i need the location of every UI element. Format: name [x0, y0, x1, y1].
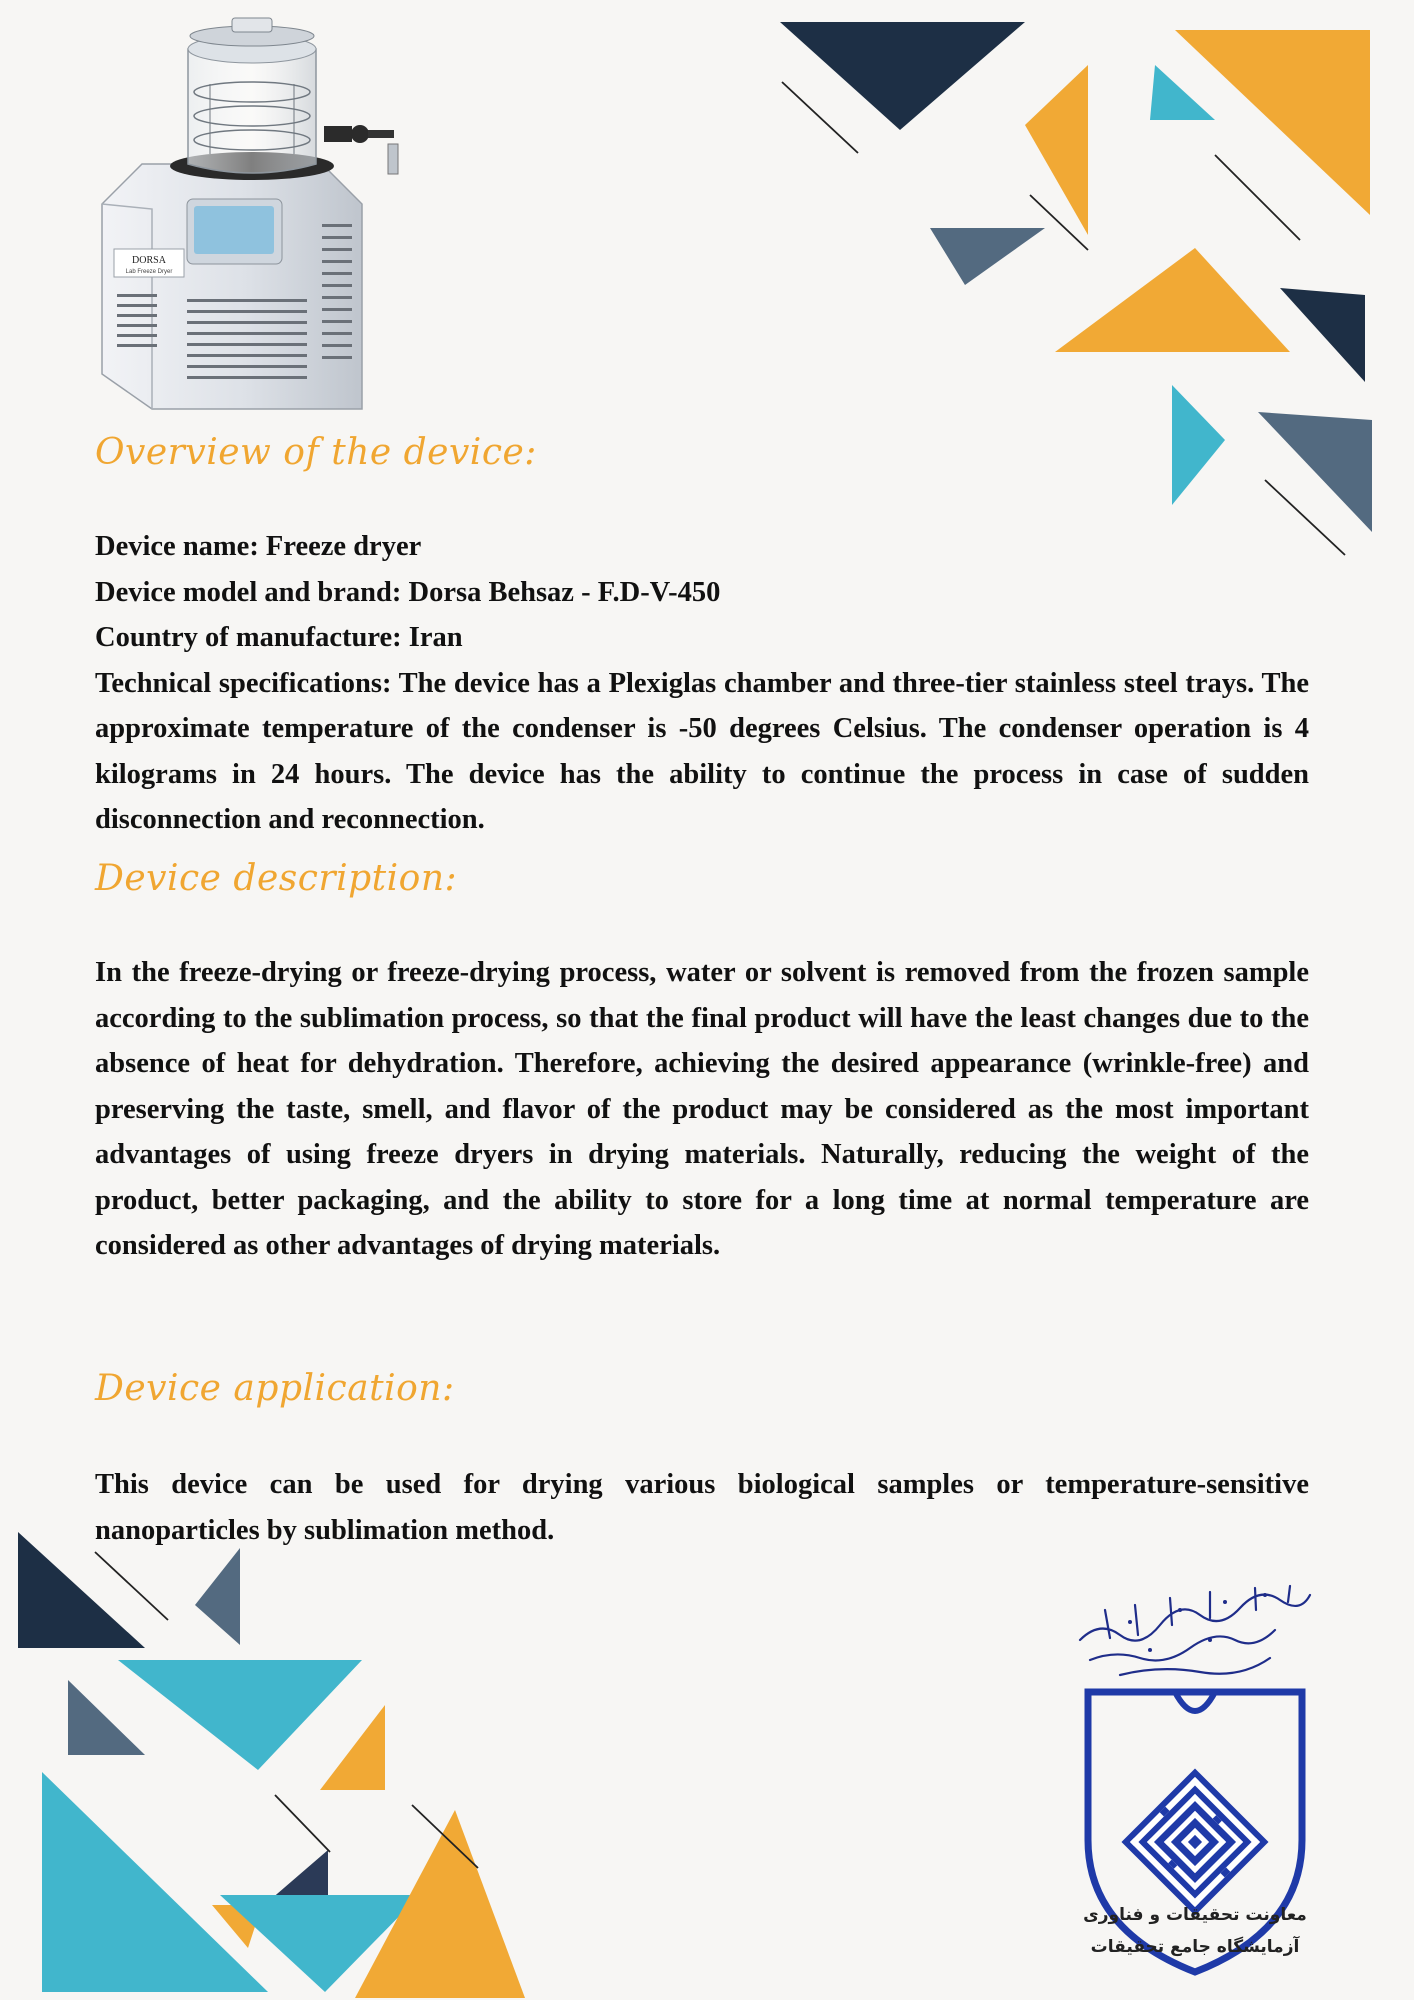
orange-triangle [1025, 65, 1088, 235]
brand-sublabel: Lab Freeze Dryer [125, 269, 173, 275]
teal-triangle [118, 1660, 362, 1770]
orange-triangle [1175, 30, 1370, 215]
teal-triangle [1150, 65, 1215, 120]
orange-triangle [320, 1705, 385, 1790]
slate-triangle [68, 1680, 145, 1755]
application-heading: Device application: [95, 1368, 455, 1409]
logo-line-central-lab: آزمایشگاه جامع تحقیقات [1090, 1937, 1300, 1957]
device-model-line: Device model and brand: Dorsa Behsaz - F.D-V-450 [95, 576, 721, 608]
orange-triangle [1055, 248, 1290, 352]
technical-specs-paragraph: Technical specifications: The device has a Plexiglas chamber and three-tier stainless steel trays. The approximate temperature of the condenser is -50 degrees Celsius. The condenser operation is 4 kilograms in 24 hours. The device has the ability to continue the process in case of sudden disconnection and reconnection. [95, 667, 1309, 835]
slate-triangle [930, 228, 1045, 285]
device-name-line: Device name: Freeze dryer [95, 531, 422, 562]
navy-triangle [1280, 288, 1365, 382]
brand-label: DORSA [132, 255, 166, 266]
description-paragraph: In the freeze-drying or freeze-drying process, water or solvent is removed from the frozen sample according to the sublimation process, so that the final product will have the least changes due to the absence of heat for dehydration. Therefore, achieving the desired appearance (wrinkle-free) and preserving the taste, smell, and flavor of the product may be considered as the most important advantages of using freeze dryers in drying materials. Naturally, reducing the weight of the product, better packaging, and the ability to store for a long time at normal temperature are considered as other advantages of drying materials. [95, 957, 1309, 1261]
description-block [95, 950, 1309, 1269]
overview-heading: Overview of the device: [95, 432, 537, 473]
teal-triangle [42, 1772, 268, 1992]
application-block [95, 1462, 1309, 1553]
description-heading: Device description: [95, 858, 458, 899]
university-logo [1060, 1580, 1330, 1990]
slate-triangle [195, 1548, 240, 1645]
overview-block [95, 524, 1309, 843]
slate-triangle [1258, 412, 1372, 532]
freeze-dryer-image [92, 14, 432, 414]
teal-triangle [1172, 385, 1225, 505]
application-paragraph: This device can be used for drying various biological samples or temperature-sensitive nanoparticles by sublimation method. [95, 1469, 1309, 1546]
logo-line-research-deputy: معاونت تحقیقات و فناوری [1083, 1905, 1307, 1925]
country-line: Country of manufacture: Iran [95, 622, 463, 653]
